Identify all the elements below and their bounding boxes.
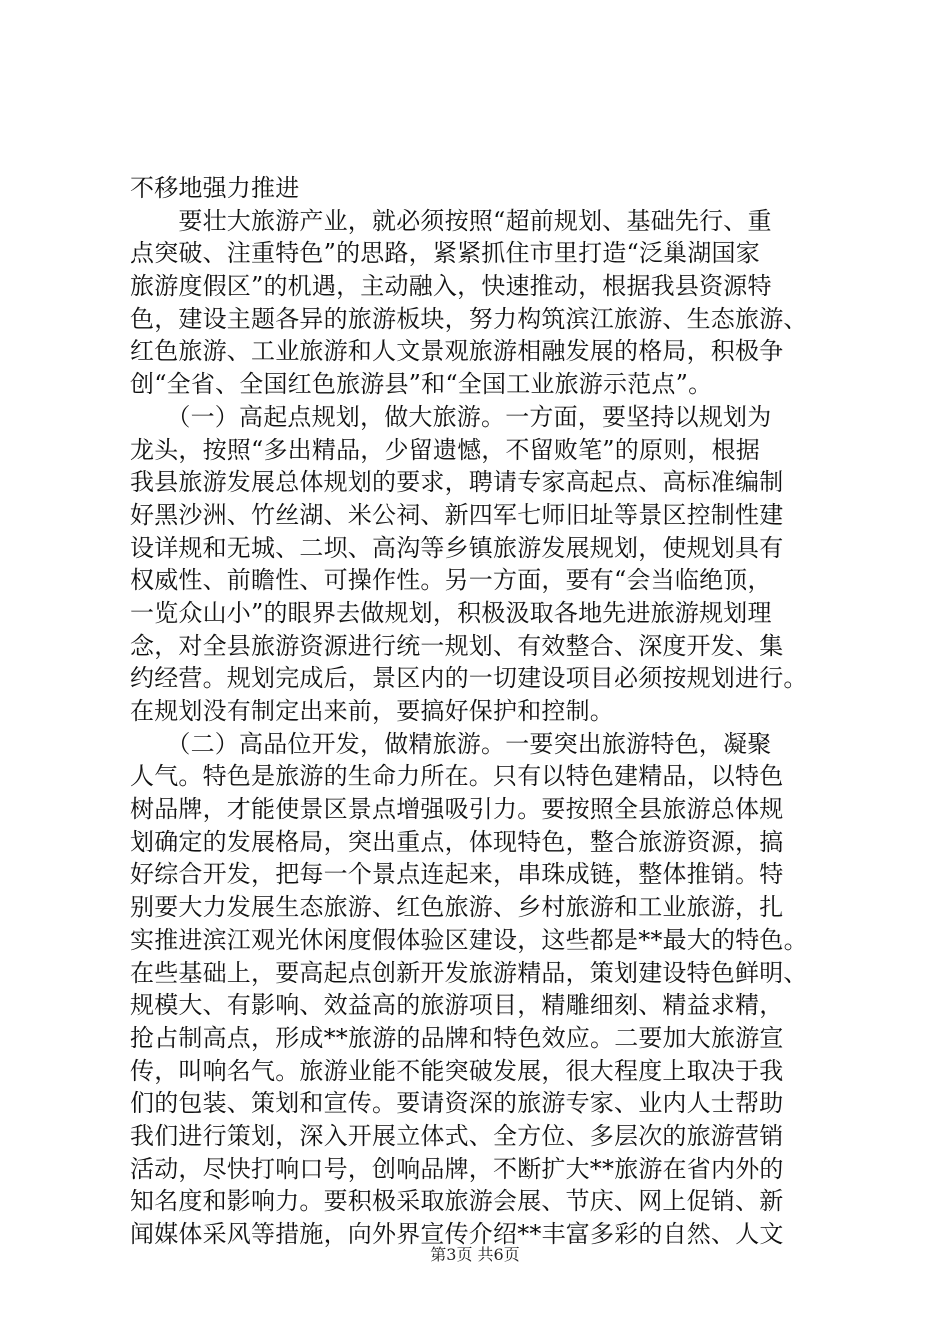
text-line: （二）高品位开发，做精旅游。一要突出旅游特色，凝聚 — [130, 729, 772, 758]
text-line: 权威性、前瞻性、可操作性。另一方面，要有“会当临绝顶， — [130, 566, 772, 595]
text-line: 活动，尽快打响口号，创响品牌，不断扩大**旅游在省内外的 — [130, 1154, 784, 1183]
text-line: 规模大、有影响、效益高的旅游项目，精雕细刻、精益求精， — [130, 991, 784, 1020]
text-line: 在些基础上，要高起点创新开发旅游精品，策划建设特色鲜明、 — [130, 958, 808, 987]
page-footer: 第3页 共6页 — [430, 1245, 520, 1264]
text-line: 旅游度假区”的机遇，主动融入，快速推动，根据我县资源特 — [130, 272, 772, 301]
text-line: 要壮大旅游产业，就必须按照“超前规划、基础先行、重 — [130, 206, 772, 235]
text-line: 别要大力发展生态旅游、红色旅游、乡村旅游和工业旅游，扎 — [130, 893, 784, 922]
text-line: 我们进行策划，深入开展立体式、全方位、多层次的旅游营销 — [130, 1121, 784, 1150]
text-line: 我县旅游发展总体规划的要求，聘请专家高起点、高标准编制 — [130, 468, 784, 497]
text-line: 人气。特色是旅游的生命力所在。只有以特色建精品，以特色 — [130, 762, 784, 791]
text-line: 红色旅游、工业旅游和人文景观旅游相融发展的格局，积极争 — [130, 337, 784, 366]
text-line: 好综合开发，把每一个景点连起来，串珠成链，整体推销。特 — [130, 860, 784, 889]
document-body — [130, 172, 850, 1251]
text-line: 色，建设主题各异的旅游板块，努力构筑滨江旅游、生态旅游、 — [130, 304, 808, 333]
text-line: 树品牌，才能使景区景点增强吸引力。要按照全县旅游总体规 — [130, 795, 784, 824]
text-line: 龙头，按照“多出精品，少留遗憾，不留败笔”的原则，根据 — [130, 435, 760, 464]
text-line: 们的包装、策划和宣传。要请资深的旅游专家、业内人士帮助 — [130, 1089, 784, 1118]
text-line: 在规划没有制定出来前，要搞好保护和控制。 — [130, 697, 614, 725]
text-line: 闻媒体采风等措施，向外界宣传介绍**丰富多彩的自然、人文 — [130, 1220, 784, 1248]
text-line: （一）高起点规划，做大旅游。一方面，要坚持以规划为 — [130, 402, 772, 431]
text-line: 点突破、注重特色”的思路，紧紧抓住市里打造“泛巢湖国家 — [130, 239, 760, 268]
text-line: 不移地强力推进 — [130, 174, 300, 202]
text-line: 实推进滨江观光休闲度假体验区建设，这些都是**最大的特色。 — [130, 925, 808, 954]
text-line: 约经营。规划完成后，景区内的一切建设项目必须按规划进行。 — [130, 664, 808, 693]
text-line: 创“全省、全国红色旅游县”和“全国工业旅游示范点”。 — [130, 370, 713, 399]
text-line: 抢占制高点，形成**旅游的品牌和特色效应。二要加大旅游宣 — [130, 1023, 784, 1052]
text-line: 划确定的发展格局，突出重点，体现特色，整合旅游资源，搞 — [130, 827, 784, 856]
text-line: 设详规和无城、二坝、高沟等乡镇旅游发展规划，使规划具有 — [130, 533, 784, 562]
text-line: 好黑沙洲、竹丝湖、米公祠、新四军七师旧址等景区控制性建 — [130, 500, 784, 529]
text-line: 知名度和影响力。要积极采取旅游会展、节庆、网上促销、新 — [130, 1187, 784, 1216]
text-line: 念，对全县旅游资源进行统一规划、有效整合、深度开发、集 — [130, 631, 784, 660]
text-line: 传，叫响名气。旅游业能不能突破发展，很大程度上取决于我 — [130, 1056, 784, 1085]
text-line: 一览众山小”的眼界去做规划，积极汲取各地先进旅游规划理 — [130, 598, 772, 627]
